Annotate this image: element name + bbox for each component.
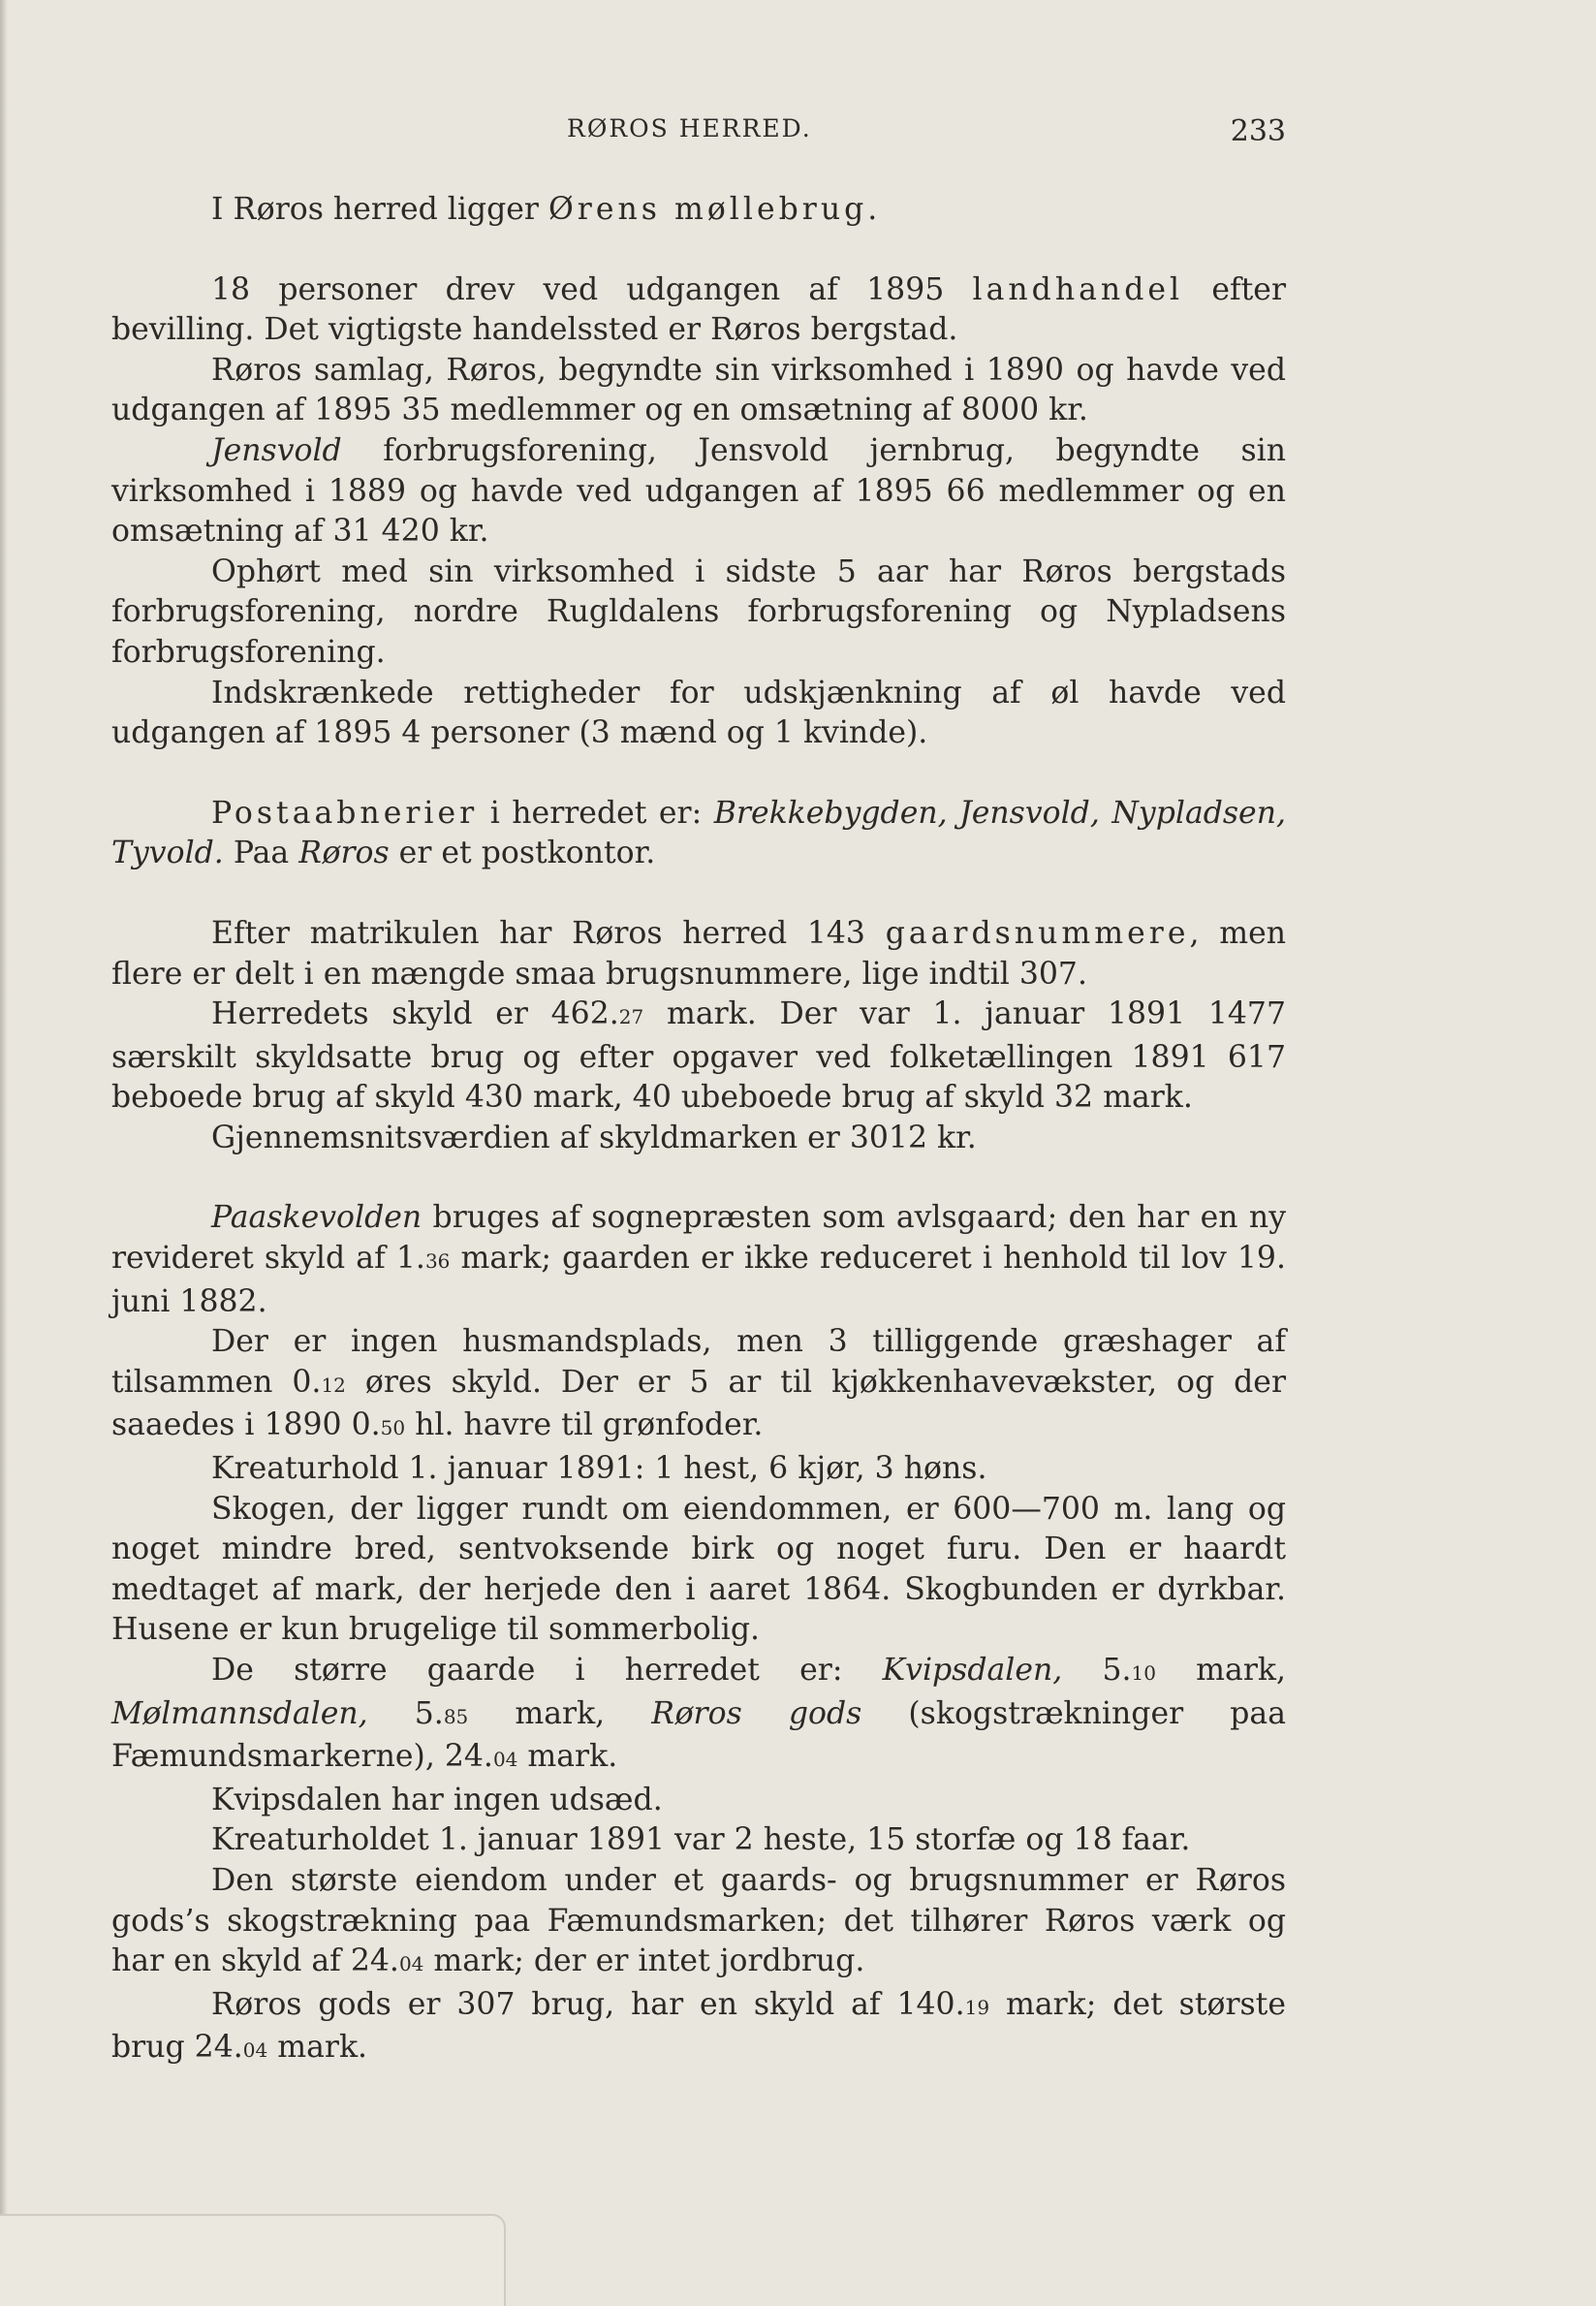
page-number: 233 bbox=[1230, 114, 1286, 148]
paragraph-forest: Skogen, der ligger rundt om eiendommen, er 600—700 m. lang og noget mindre bred, sentvoksende birk og noget furu. Den er haardt medtaget af mark, der herjede den i aaret 1864. Skogbunden er dyrkbar. Husene er kun brugelige til sommerbolig. bbox=[111, 1491, 1286, 1648]
page-edge bbox=[0, 0, 8, 2304]
paragraph-paaskevolden: Paaskevolden bruges af sognepræsten som avlsgaard; den har en ny revideret skyld af 1.36 mark; gaarden er ikke reduceret i henhold til lov 19. juni 1882. bbox=[111, 1200, 1286, 1319]
paragraph-skyld: Herredets skyld er 462.27 mark. Der var 1. januar 1891 1477 særskilt skyldsatte brug og efter opgaver ved folketællingen 1891 617 beboede brug af skyld 430 mark, 40 ubeboede brug af skyld 32 mark. bbox=[111, 996, 1286, 1116]
spaced-term: Ørens møllebrug bbox=[548, 192, 868, 227]
paragraph-kvipsdalen: Kvipsdalen har ingen udsæd. bbox=[211, 1782, 663, 1817]
paragraph-mill: I Røros herred ligger Ørens møllebrug. bbox=[211, 192, 878, 227]
paragraph-licenses: Indskrænkede rettigheder for udskjænkning af øl havde ved udgangen af 1895 4 personer (3 mænd og 1 kvinde). bbox=[111, 675, 1286, 751]
paragraph-husmand: Der er ingen husmandsplads, men 3 tilliggende græshager af tilsammen 0.12 øres skyld. Der er 5 ar til kjøkkenhavevækster, og der saaedes i 1890 0.50 hl. havre til grønfoder. bbox=[111, 1324, 1286, 1443]
paragraph-samlag: Røros samlag, Røros, begyndte sin virksomhed i 1890 og havde ved udgangen af 1895 35 medlemmer og en omsætning af 8000 kr. bbox=[111, 352, 1286, 428]
paragraph-gods: Røros gods er 307 brug, har en skyld af 140.19 mark; det største brug 24.04 mark. bbox=[111, 1986, 1286, 2066]
paragraph-post: Postaabnerier i herredet er: Brekkebygden, Jensvold, Nypladsen, Tyvold. Paa Røros er et postkontor. bbox=[111, 795, 1287, 871]
header-title: RØROS HERRED. bbox=[567, 114, 812, 142]
spaced-term: gaardsnummere bbox=[885, 915, 1190, 951]
spaced-term: Postaabnerier bbox=[211, 795, 479, 831]
paper-fold bbox=[0, 2214, 506, 2306]
paragraph-trade: 18 personer drev ved udgangen af 1895 landhandel efter bevilling. Det vigtigste handelssted er Røros bergstad. bbox=[111, 271, 1286, 348]
spaced-term: landhandel bbox=[972, 271, 1184, 307]
paragraph-largest: Den største eiendom under et gaards- og brugsnummer er Røros gods’s skogstrækning paa Fæmundsmarken; det tilhører Røros værk og har en skyld af 24.04 mark; der er intet jordbrug. bbox=[111, 1862, 1286, 1979]
paragraph-jensvold: Jensvold forbrugsforening, Jensvold jernbrug, begyndte sin virksomhed i 1889 og havde ved udgangen af 1895 66 medlemmer og en omsætning af 31 420 kr. bbox=[111, 432, 1286, 550]
paragraph-ceased: Ophørt med sin virksomhed i sidste 5 aar har Røros bergstads forbrugsforening, nordre Rugldalens forbrugsforening og Nypladsens forbrugsforening. bbox=[111, 553, 1286, 670]
paragraph-farms: De større gaarde i herredet er: Kvipsdalen, 5.10 mark, Mølmannsdalen, 5.85 mark, Røros gods (skogstrækninger paa Fæmundsmarkerne), 24.04 mark. bbox=[111, 1653, 1286, 1775]
paragraph-average: Gjennemsnitsværdien af skyldmarken er 3012 kr. bbox=[211, 1120, 977, 1155]
running-header bbox=[111, 114, 1286, 153]
page-body bbox=[111, 190, 1286, 2071]
paragraph-matrikel: Efter matrikulen har Røros herred 143 gaardsnummere, men flere er delt i en mængde smaa brugsnummere, lige indtil 307. bbox=[111, 915, 1286, 992]
paragraph-livestock: Kreaturhold 1. januar 1891: 1 hest, 6 kjør, 3 høns. bbox=[211, 1451, 987, 1487]
paragraph-kreaturhold: Kreaturholdet 1. januar 1891 var 2 heste, 15 storfæ og 18 faar. bbox=[211, 1822, 1191, 1858]
